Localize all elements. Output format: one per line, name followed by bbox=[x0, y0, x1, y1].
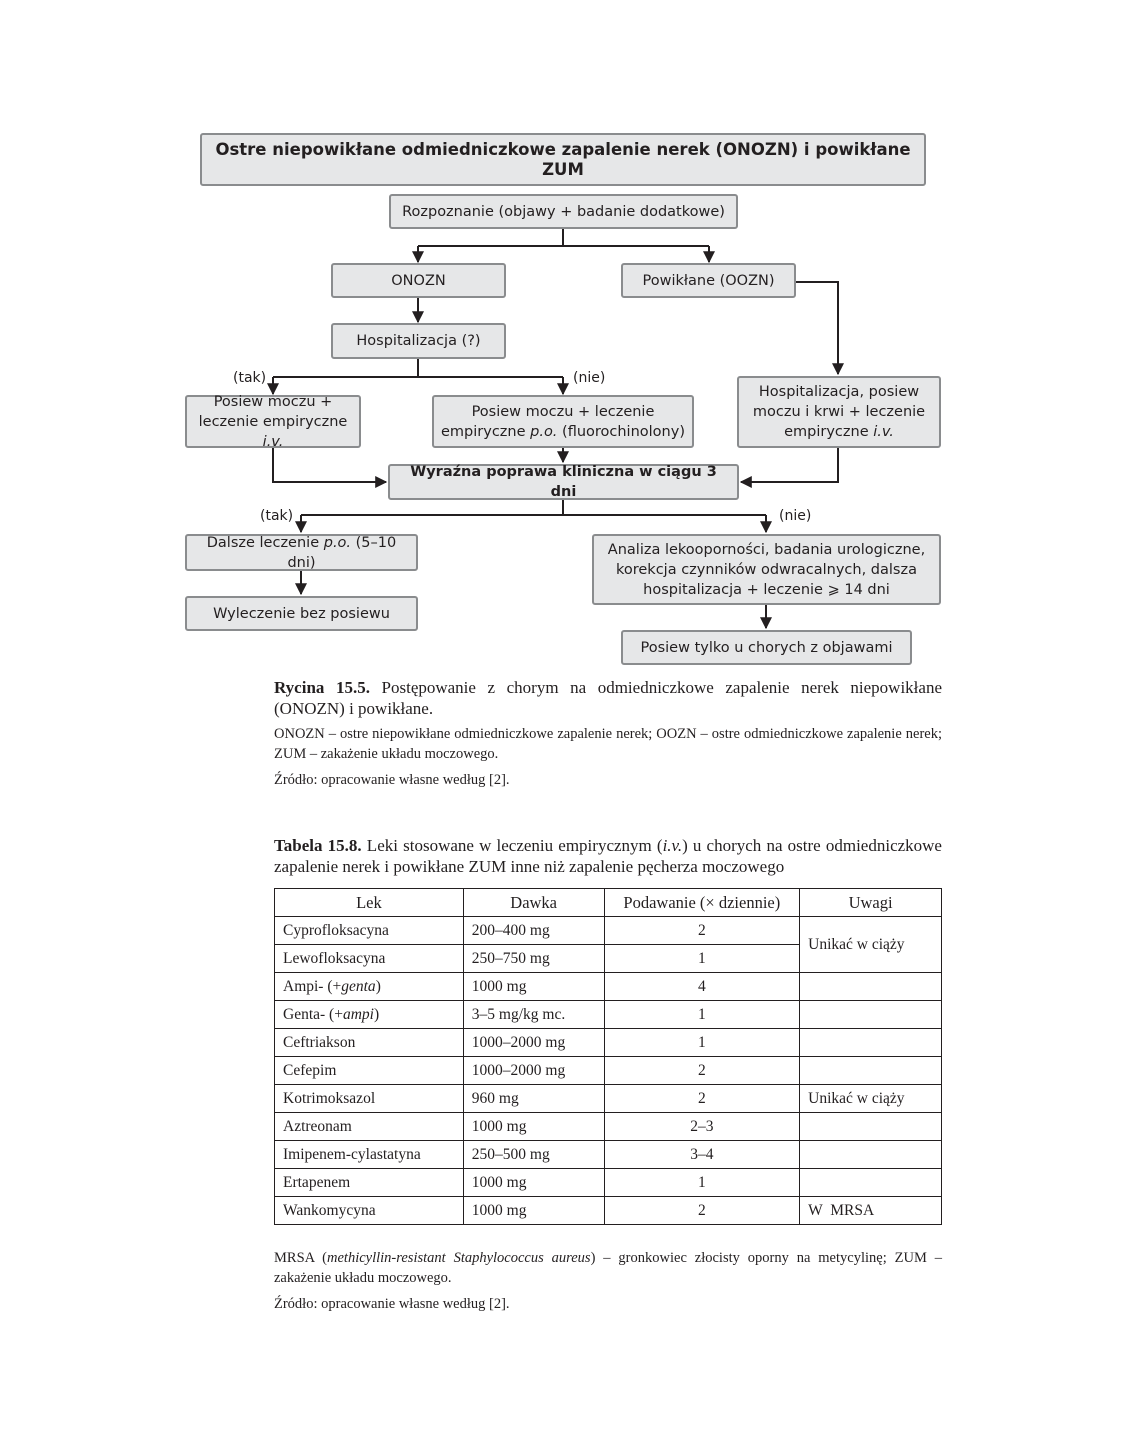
figure-caption-text: Postępowanie z chorym na odmiedniczkowe zapalenie nerek niepowikłane (ONOZN) i powikłane. bbox=[274, 678, 942, 718]
right-treatment-line1: Hospitalizacja, posiew bbox=[758, 384, 920, 400]
header-drug: Lek bbox=[275, 889, 464, 917]
complicated-box bbox=[621, 263, 796, 298]
right-treatment-box bbox=[737, 376, 941, 448]
table-row bbox=[275, 1197, 942, 1225]
drug-cell: Genta- (+ampi) bbox=[275, 1001, 464, 1029]
cured-box bbox=[185, 596, 418, 631]
table-footnote: MRSA (methicyllin-resistant Staphylococcus aureus) – gronkowiec złocisty oporny na metycylinę; ZUM – zakażenie układu moczowego. bbox=[274, 1250, 942, 1286]
dose-cell: 1000 mg bbox=[463, 1197, 604, 1225]
left-treatment-line2: leczenie empiryczne i.v. bbox=[198, 413, 348, 450]
dose-cell: 1000 mg bbox=[463, 1169, 604, 1197]
table-row bbox=[275, 973, 942, 1001]
frequency-cell: 2 bbox=[604, 917, 800, 945]
frequency-cell: 2 bbox=[604, 1085, 800, 1113]
drug-table bbox=[274, 888, 942, 1225]
diagnosis-text: Rozpoznanie (objawy + badanie dodatkowe) bbox=[402, 203, 725, 220]
notes-cell: W MRSA bbox=[800, 1197, 942, 1225]
dose-cell: 1000–2000 mg bbox=[463, 1057, 604, 1085]
yes-label-2: (tak) bbox=[260, 508, 294, 524]
diagnosis-box bbox=[389, 194, 738, 229]
drug-cell: Ertapenem bbox=[275, 1169, 464, 1197]
figure-caption-label: Rycina 15.5. bbox=[274, 678, 370, 697]
table-caption-label: Tabela 15.8. bbox=[274, 836, 362, 855]
complicated-text: Powikłane (OOZN) bbox=[642, 272, 775, 289]
notes-cell bbox=[800, 973, 942, 1001]
further-treatment-text: Dalsze leczenie p.o. (5–10 dni) bbox=[206, 534, 397, 571]
improvement-box bbox=[388, 464, 739, 500]
header-dose: Dawka bbox=[463, 889, 604, 917]
frequency-cell: 2 bbox=[604, 1197, 800, 1225]
frequency-cell: 1 bbox=[604, 945, 800, 973]
drug-cell: Kotrimoksazol bbox=[275, 1085, 464, 1113]
culture-symptomatic-text: Posiew tylko u chorych z objawami bbox=[640, 639, 893, 656]
header-frequency: Podawanie (× dziennie) bbox=[604, 889, 800, 917]
left-treatment-box bbox=[185, 395, 361, 448]
table-source: Źródło: opracowanie własne według [2]. bbox=[274, 1296, 510, 1312]
drug-cell: Cefepim bbox=[275, 1057, 464, 1085]
dose-cell: 960 mg bbox=[463, 1085, 604, 1113]
figure-abbreviations: ONOZN – ostre niepowikłane odmiedniczkowe zapalenie nerek; OOZN – ostre odmiedniczkowe zapalenie nerek; ZUM – zakażenie układu moczowego. bbox=[274, 726, 942, 762]
frequency-cell: 1 bbox=[604, 1169, 800, 1197]
table-row bbox=[275, 1113, 942, 1141]
analysis-box bbox=[592, 534, 941, 605]
drug-cell: Ampi- (+genta) bbox=[275, 973, 464, 1001]
notes-cell bbox=[800, 1113, 942, 1141]
left-treatment-line1: Posiew moczu + bbox=[213, 393, 333, 410]
table-row bbox=[275, 1029, 942, 1057]
figure-source: Źródło: opracowanie własne według [2]. bbox=[274, 772, 510, 788]
frequency-cell: 2 bbox=[604, 1057, 800, 1085]
middle-treatment-box bbox=[432, 395, 694, 448]
dose-cell: 250–500 mg bbox=[463, 1141, 604, 1169]
drug-cell: Aztreonam bbox=[275, 1113, 464, 1141]
drug-cell: Imipenem-cylastatyna bbox=[275, 1141, 464, 1169]
further-treatment-box bbox=[185, 534, 418, 571]
drug-cell: Cyprofloksacyna bbox=[275, 917, 464, 945]
cured-text: Wyleczenie bez posiewu bbox=[213, 605, 390, 622]
notes-cell bbox=[800, 1141, 942, 1169]
table-caption: Tabela 15.8. Leki stosowane w leczeniu empirycznym (i.v.) u chorych na ostre odmiedniczkowe zapalenie nerek i powikłane ZUM inne niż zapalenie pęcherza moczowego bbox=[274, 836, 942, 876]
analysis-line1: Analiza lekooporności, badania urologiczne, bbox=[607, 541, 926, 558]
flowchart-connectors bbox=[0, 0, 1121, 700]
culture-symptomatic-box bbox=[621, 630, 912, 665]
table-row bbox=[275, 917, 942, 945]
frequency-cell: 1 bbox=[604, 1001, 800, 1029]
right-treatment-line2: moczu i krwi + leczenie bbox=[752, 404, 926, 420]
table-header-row bbox=[275, 889, 942, 917]
notes-cell-merged: Unikać w ciąży bbox=[800, 917, 942, 973]
dose-cell: 1000–2000 mg bbox=[463, 1029, 604, 1057]
onozn-text: ONOZN bbox=[391, 272, 446, 289]
notes-cell bbox=[800, 1169, 942, 1197]
dose-cell: 250–750 mg bbox=[463, 945, 604, 973]
notes-cell: Unikać w ciąży bbox=[800, 1085, 942, 1113]
notes-cell bbox=[800, 1001, 942, 1029]
figure-caption bbox=[274, 677, 942, 719]
table-row bbox=[275, 1057, 942, 1085]
table-row bbox=[275, 1141, 942, 1169]
table-row bbox=[275, 1169, 942, 1197]
flowchart-title-text: Ostre niepowikłane odmiedniczkowe zapalenie nerek (ONOZN) i powikłane ZUM bbox=[215, 139, 911, 179]
dose-cell: 1000 mg bbox=[463, 973, 604, 1001]
table-row bbox=[275, 1001, 942, 1029]
yes-label-1: (tak) bbox=[233, 370, 267, 386]
frequency-cell: 4 bbox=[604, 973, 800, 1001]
table-row bbox=[275, 1085, 942, 1113]
drug-cell: Ceftriakson bbox=[275, 1029, 464, 1057]
drug-cell: Lewofloksacyna bbox=[275, 945, 464, 973]
dose-cell: 1000 mg bbox=[463, 1113, 604, 1141]
dose-cell: 3–5 mg/kg mc. bbox=[463, 1001, 604, 1029]
no-label-1: (nie) bbox=[573, 370, 606, 386]
analysis-line3: hospitalizacja + leczenie ⩾ 14 dni bbox=[643, 581, 890, 598]
frequency-cell: 1 bbox=[604, 1029, 800, 1057]
frequency-cell: 3–4 bbox=[604, 1141, 800, 1169]
hospitalization-question-text: Hospitalizacja (?) bbox=[356, 333, 481, 349]
flowchart-title bbox=[200, 133, 926, 186]
right-treatment-line3: empiryczne i.v. bbox=[784, 424, 894, 440]
header-notes: Uwagi bbox=[800, 889, 942, 917]
frequency-cell: 2–3 bbox=[604, 1113, 800, 1141]
analysis-line2: korekcja czynników odwracalnych, dalsza bbox=[615, 561, 917, 578]
improvement-text: Wyraźna poprawa kliniczna w ciągu 3 dni bbox=[410, 464, 717, 500]
middle-treatment-line2: empiryczne p.o. (fluorochinolony) bbox=[441, 423, 685, 440]
dose-cell: 200–400 mg bbox=[463, 917, 604, 945]
middle-treatment-line1: Posiew moczu + leczenie bbox=[471, 403, 655, 420]
hospitalization-question-box bbox=[331, 323, 506, 359]
onozn-box bbox=[331, 263, 506, 298]
notes-cell bbox=[800, 1029, 942, 1057]
drug-cell: Wankomycyna bbox=[275, 1197, 464, 1225]
notes-cell bbox=[800, 1057, 942, 1085]
no-label-2: (nie) bbox=[779, 508, 812, 524]
